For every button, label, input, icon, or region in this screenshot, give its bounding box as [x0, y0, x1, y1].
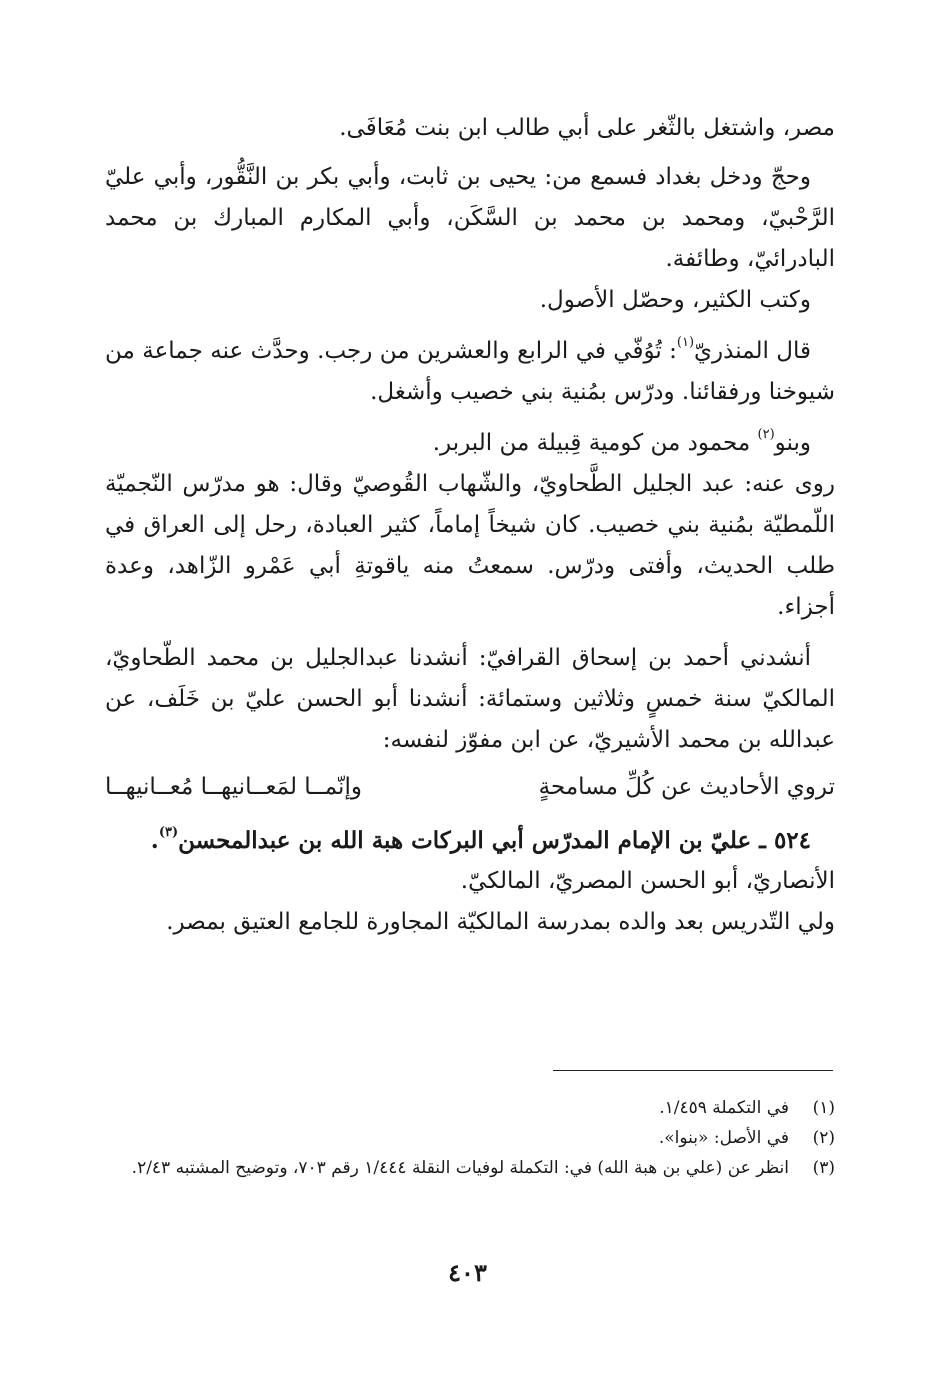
- footnote-separator: [553, 1070, 833, 1071]
- footnote-text: في الأصل: «بنوا».: [658, 1128, 789, 1148]
- paragraph-4-rest: : تُوُفّي في الرابع والعشرين من رجب. وحدَّث عنه جماعة من شيوخنا ورفقائنا. ودرّس بمُنية بني خصيب وأشغل.: [105, 338, 835, 405]
- paragraph-1: مصر، واشتغل بالثّغر على أبي طالب ابن بنت مُعَافَى.: [339, 115, 835, 141]
- paragraph-4-start: قال المنذريّ: [694, 338, 811, 364]
- verse-second-hemistich: وإنّمــا لمَعــانيهــا مُعــانيهــا: [105, 774, 362, 800]
- page-number: ٤٠٣: [448, 1258, 487, 1287]
- footnote-2: [108, 1123, 835, 1153]
- footnote-ref-2: (٢): [757, 427, 775, 442]
- paragraph-5-start: وبنو: [774, 430, 811, 456]
- paragraph-3: وكتب الكثير، وحصّل الأصول.: [539, 287, 811, 313]
- footnote-number: (٢): [812, 1128, 835, 1148]
- footnote-1: [108, 1093, 835, 1123]
- paragraph-6: روى عنه: عبد الجليل الطَّحاويّ، والشّهاب القُوصيّ وقال: هو مدرّس النّجميّة اللّمطيّة بمُنية بني خصيب. كان شيخاً إماماً، كثير العبادة، رحل إلى العراق في طلب الحديث، وأفتى ودرّس. سمعتُ منه ياقوتةِ أبي عَمْرو الزّاهد، وعدة أجزاء.: [105, 471, 835, 620]
- footnote-number: (٣): [812, 1158, 835, 1178]
- footnote-text: انظر عن (علي بن هبة الله) في: التكملة لوفيات النقلة ١/٤٤٤ رقم ٧٠٣، وتوضيح المشتبه ٢/٤٣.: [131, 1158, 789, 1178]
- paragraph-4: [105, 331, 835, 413]
- paragraph-5-rest: محمود من كومية قِبيلة من البربر.: [432, 430, 758, 456]
- entry-heading-end: .: [150, 827, 159, 854]
- verse-first-hemistich: تروي الأحاديث عن كُلِّ مسامحةٍ: [538, 774, 835, 800]
- entry-heading: [105, 820, 835, 861]
- verse-line: [105, 767, 835, 808]
- footnote-ref-1: (١): [676, 335, 695, 350]
- footnotes: [108, 1093, 835, 1183]
- main-text: [105, 108, 835, 943]
- footnote-number: (١): [812, 1098, 835, 1118]
- paragraph-2: وحجّ ودخل بغداد فسمع من: يحيى بن ثابت، وأبي بكر بن النَّقُّور، وأبي عليّ الرَّحْبيّ، ومحمد بن محمد بن السَّكَن، وأبي المكارم المبارك بن محمد البادرائيّ، وطائفة.: [105, 164, 835, 272]
- paragraph-8: الأنصاريّ، أبو الحسن المصريّ، المالكيّ.: [460, 868, 835, 894]
- footnote-3: [108, 1153, 835, 1183]
- entry-heading-text: ٥٢٤ ـ عليّ بن الإمام المدرّس أبي البركات هبة الله بن عبدالمحسن: [178, 827, 811, 854]
- paragraph-7: أنشدني أحمد بن إسحاق القرافيّ: أنشدنا عبدالجليل بن محمد الطّحاويّ، المالكيّ سنة خمسٍ وثلاثين وستمائة: أنشدنا أبو الحسن عليّ بن خَلَف، عن عبدالله بن محمد الأشيريّ، عن ابن مفوّز لنفسه:: [105, 645, 835, 753]
- paragraph-5: [105, 423, 835, 464]
- paragraph-9: ولي التّدريس بعد والده بمدرسة المالكيّة المجاورة للجامع العتيق بمصر.: [166, 909, 835, 935]
- footnote-ref-3: (٣): [158, 825, 179, 840]
- footnote-text: في التكملة ١/٤٥٩.: [659, 1098, 789, 1118]
